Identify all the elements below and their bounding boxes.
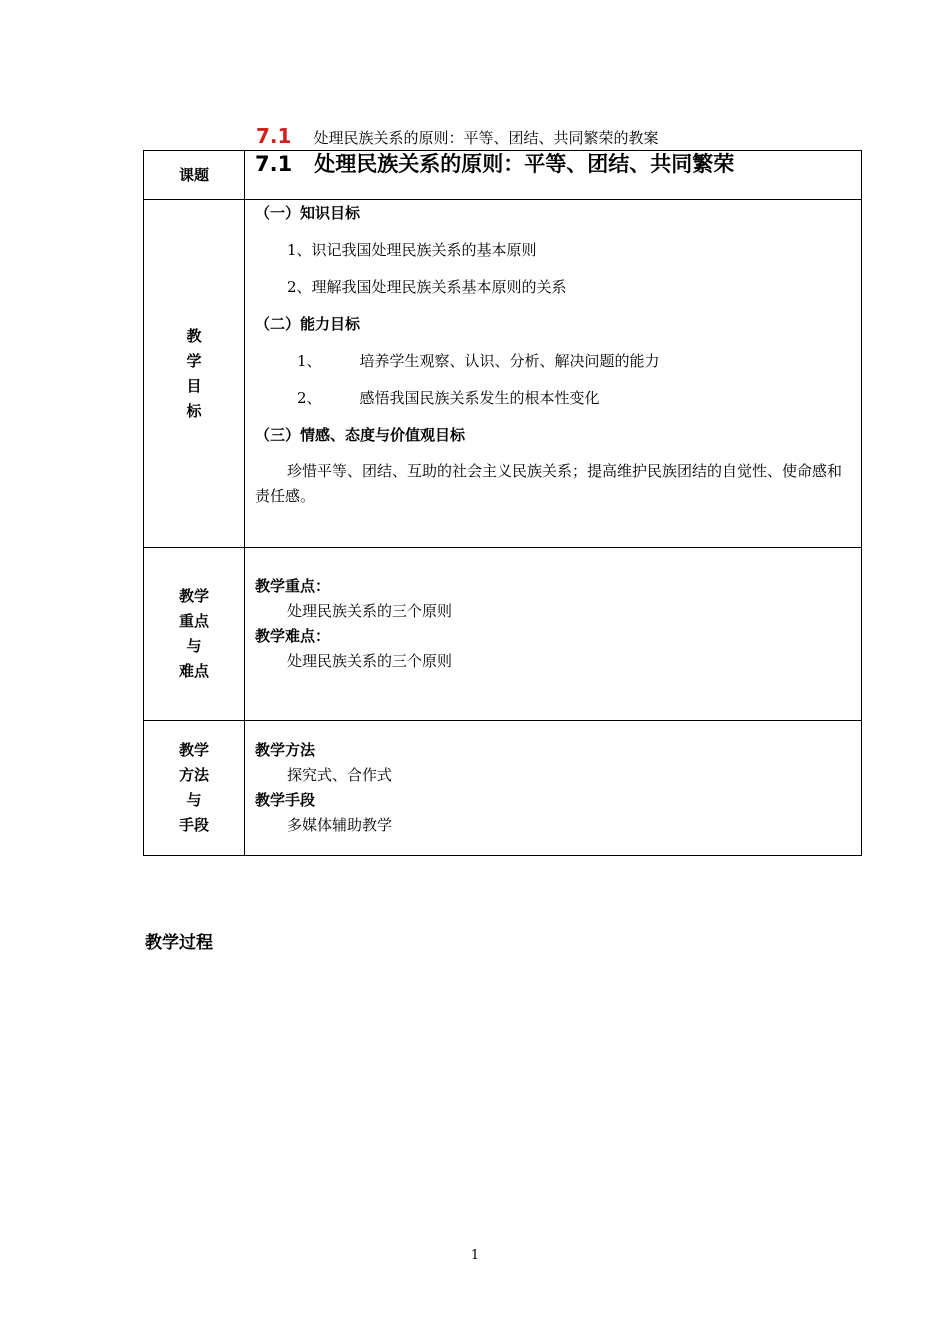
topic-number: 7.1: [255, 152, 293, 176]
objectives-content: [245, 200, 862, 548]
keypoints-row: [144, 548, 862, 721]
ability-item-number: 2、: [297, 389, 322, 407]
topic-title: [255, 151, 853, 177]
knowledge-heading: （一）知识目标: [255, 204, 361, 222]
topic-label: 课题: [144, 151, 245, 200]
document-heading: [256, 124, 658, 150]
process-title: 教学过程: [145, 933, 213, 953]
methods-label: [144, 721, 245, 856]
ability-heading: （二）能力目标: [255, 315, 361, 333]
emotion-text: 珍惜平等、团结、互助的社会主义民族关系；提高维护民族团结的自觉性、使命感和责任感。: [255, 462, 843, 505]
topic-content: [245, 151, 862, 200]
page-number: 1: [470, 1248, 480, 1263]
keypoints-label-line: 重点: [178, 612, 209, 630]
objectives-label-char: 教: [186, 326, 202, 345]
emotion-heading: （三）情感、态度与价值观目标: [255, 426, 466, 444]
heading-title: 处理民族关系的原则：平等、团结、共同繁荣的教案: [313, 129, 659, 147]
knowledge-item: 1、识记我国处理民族关系的基本原则: [287, 241, 537, 259]
keypoints-label-line: 难点: [178, 662, 209, 680]
objectives-label-char: 标: [186, 401, 202, 420]
ability-item-text: 培养学生观察、认识、分析、解决问题的能力: [359, 352, 660, 370]
methods-label-line: 教学: [178, 741, 209, 759]
key-heading: 教学重点：: [255, 577, 331, 595]
objectives-label-char: 学: [186, 351, 202, 370]
lesson-plan-table: [143, 150, 862, 856]
heading-number: 7.1: [256, 124, 292, 148]
ability-item-number: 1、: [297, 352, 322, 370]
topic-row: [144, 151, 862, 200]
objectives-row: [144, 200, 862, 548]
topic-value: 处理民族关系的原则：平等、团结、共同繁荣: [314, 152, 735, 176]
keypoints-label-line: 教学: [178, 587, 209, 605]
methods-label-line: 手段: [178, 816, 209, 834]
ability-item-text: 感悟我国民族关系发生的根本性变化: [359, 389, 600, 407]
methods-row: [144, 721, 862, 856]
objectives-label-char: 目: [186, 376, 202, 395]
objectives-label: [144, 200, 245, 548]
method-heading: 教学方法: [255, 741, 316, 759]
key-text: 处理民族关系的三个原则: [287, 602, 453, 620]
difficulty-text: 处理民族关系的三个原则: [287, 652, 453, 670]
means-heading: 教学手段: [255, 791, 316, 809]
keypoints-label: [144, 548, 245, 721]
methods-label-line: 方法: [178, 766, 209, 784]
difficulty-heading: 教学难点：: [255, 627, 331, 645]
ability-item: [255, 348, 853, 385]
ability-item: [255, 385, 853, 422]
means-text: 多媒体辅助教学: [287, 816, 393, 834]
knowledge-item: 2、理解我国处理民族关系基本原则的关系: [287, 278, 567, 296]
methods-label-line: 与: [186, 791, 202, 809]
methods-content: [245, 721, 862, 856]
method-text: 探究式、合作式: [287, 766, 393, 784]
keypoints-label-line: 与: [186, 637, 202, 655]
keypoints-content: [245, 548, 862, 721]
